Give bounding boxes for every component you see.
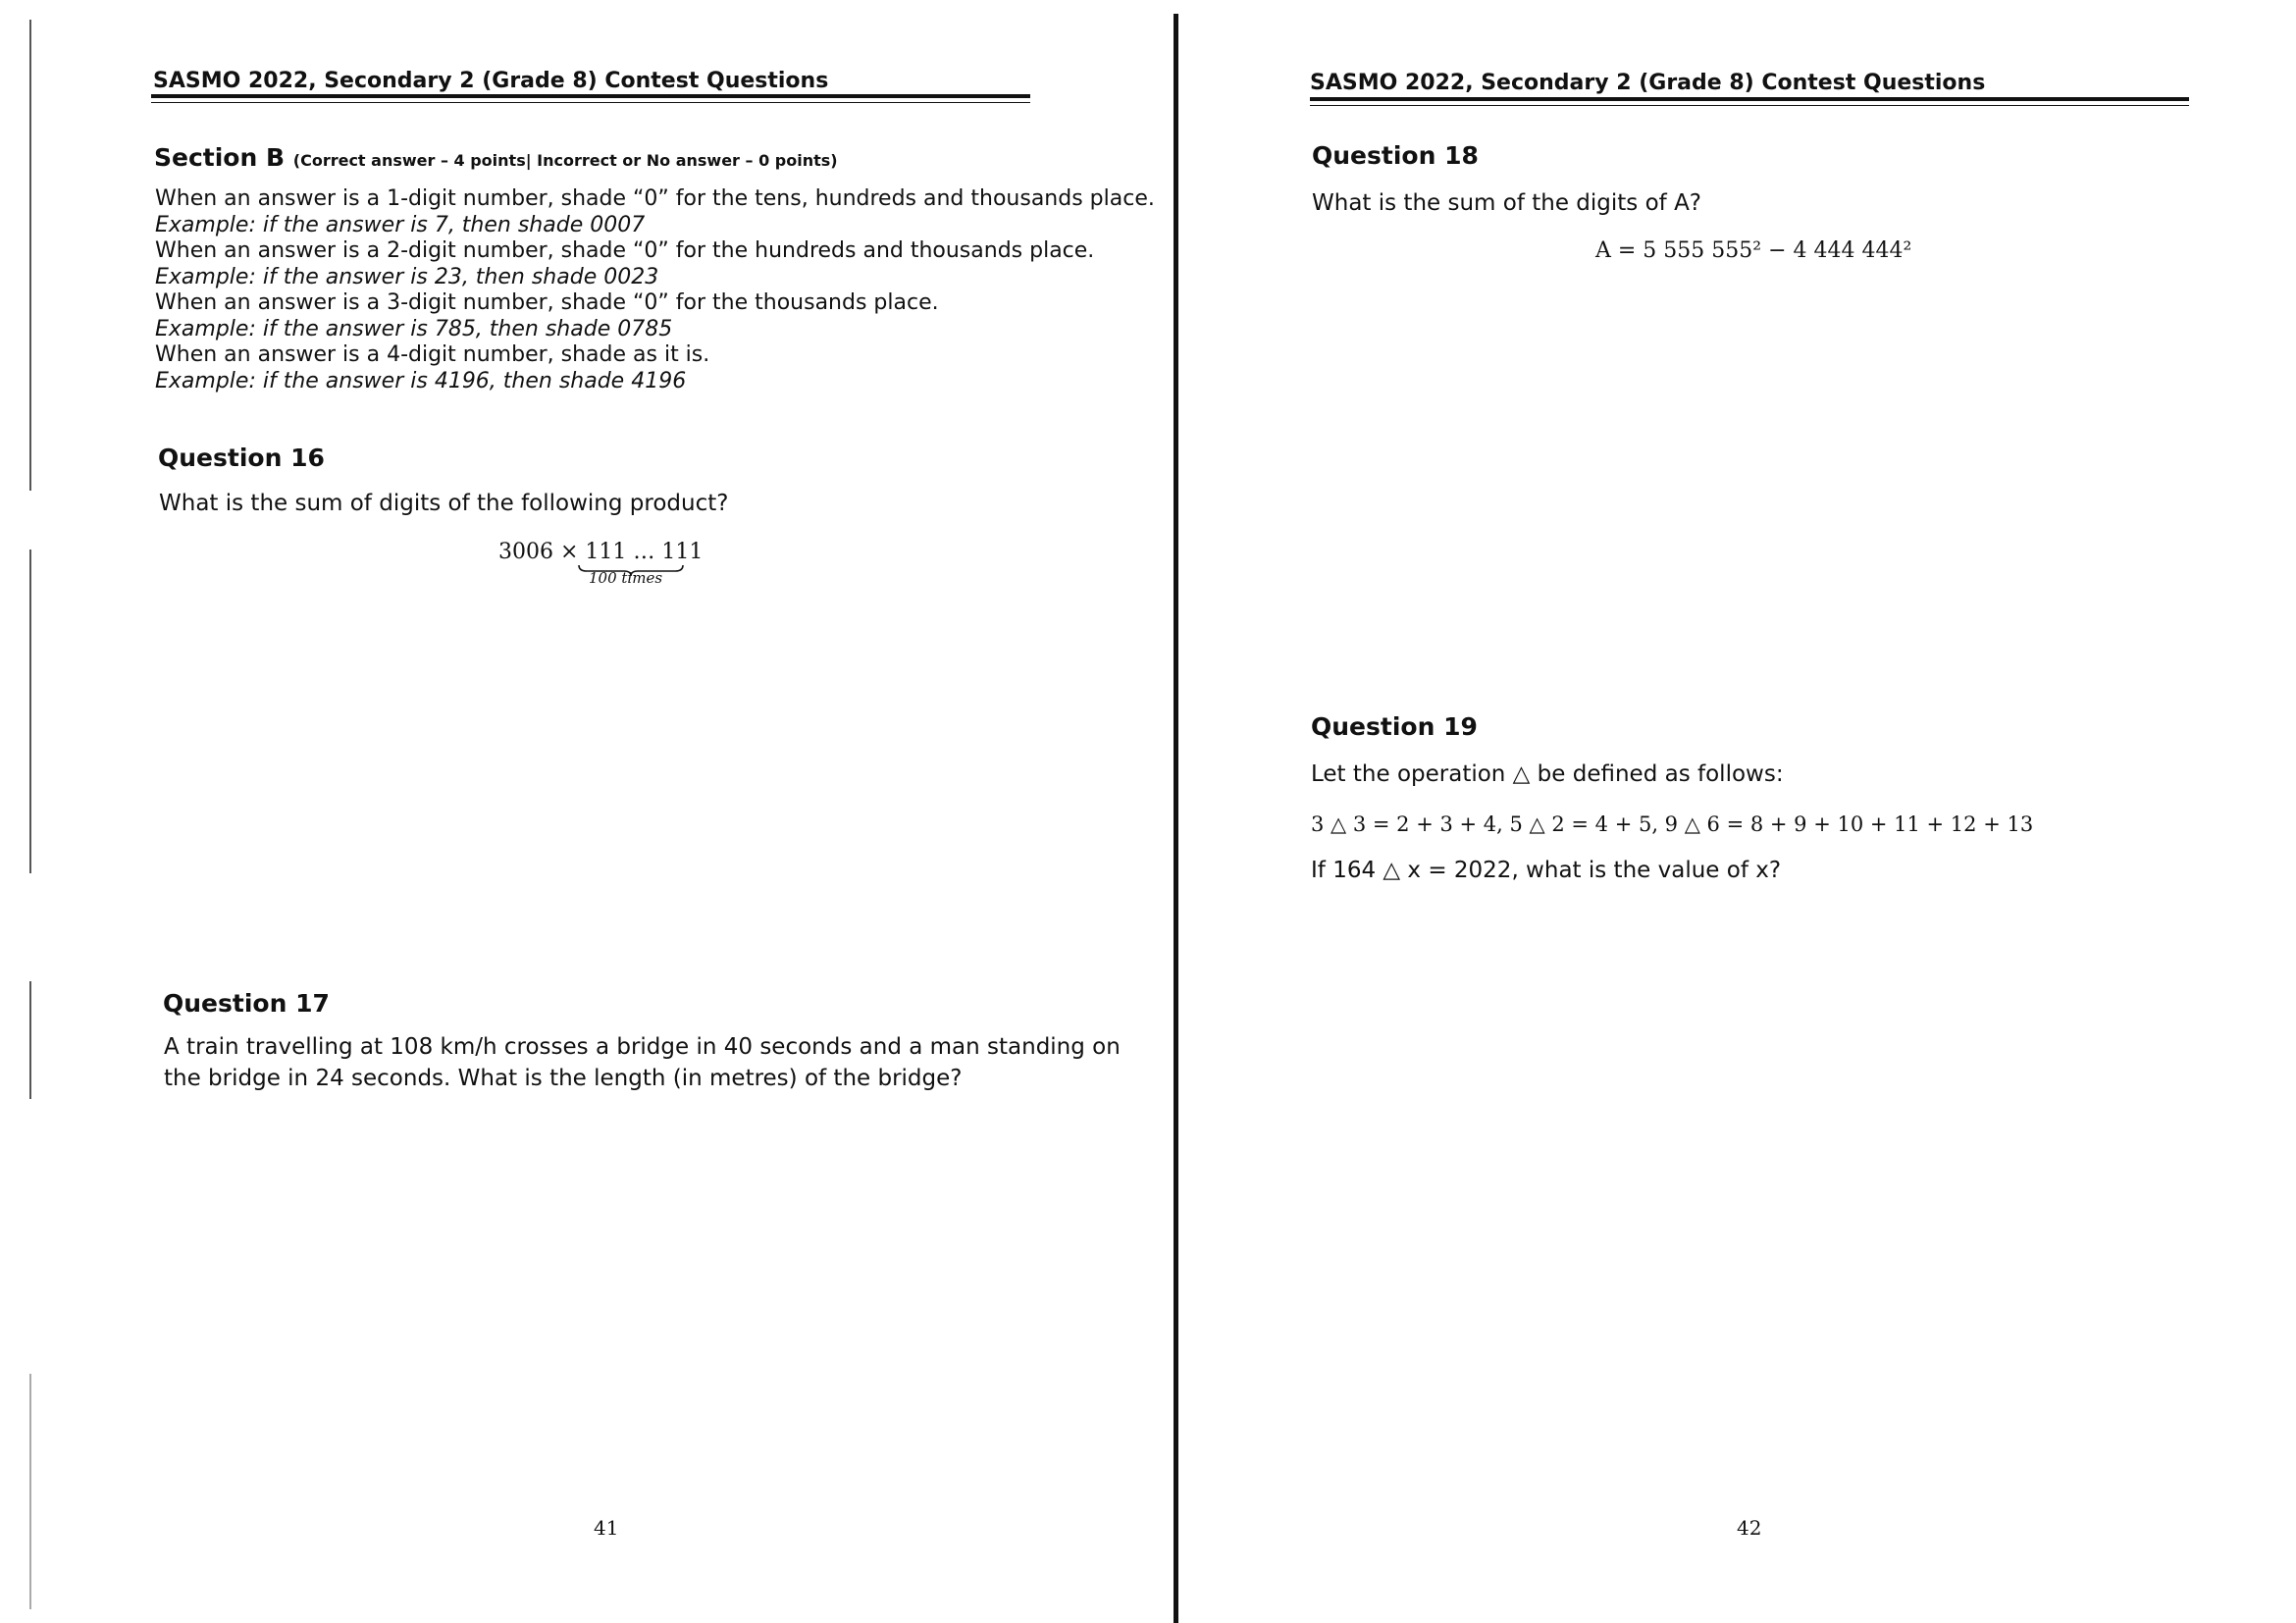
question-19-text-line3: If 164 △ x = 2022, what is the value of x? [1311,858,1782,883]
question-17-text-line1: A train travelling at 108 km/h crosses a bridge in 40 seconds and a man standing on [164,1034,1121,1060]
question-18-text: What is the sum of the digits of A? [1312,190,1702,216]
instruction-example: Example: if the answer is 7, then shade 0007 [155,213,646,237]
instruction-line: When an answer is a 4-digit number, shade as it is. [155,342,710,367]
page-number: 41 [594,1516,619,1540]
right-page [1177,0,2296,1623]
question-19-text-line2: 3 △ 3 = 2 + 3 + 4, 5 △ 2 = 4 + 5, 9 △ 6 = 8 + 9 + 10 + 11 + 12 + 13 [1311,812,2034,836]
instruction-line: When an answer is a 3-digit number, shade “0” for the thousands place. [155,290,939,315]
question-16-text: What is the sum of digits of the following product? [159,491,729,516]
instruction-example: Example: if the answer is 4196, then shade 4196 [155,369,687,393]
instruction-example: Example: if the answer is 23, then shade 0023 [155,265,659,289]
section-heading [154,143,838,172]
expr-repunit: 111 … 111 [585,540,704,564]
page-header: SASMO 2022, Secondary 2 (Grade 8) Contest Questions [1310,71,1986,95]
header-rule-thin [1310,105,2189,106]
question-16-title: Question 16 [158,444,325,472]
question-16-expression [498,540,703,564]
question-17-title: Question 17 [163,989,330,1018]
header-rule-thin [151,102,1030,103]
question-19-title: Question 19 [1311,712,1478,741]
expr-underbrace-label: 100 times [589,569,663,587]
header-rule [151,94,1030,98]
question-17-text-line2: the bridge in 24 seconds. What is the length (in metres) of the bridge? [164,1066,963,1091]
section-scoring: (Correct answer – 4 points| Incorrect or No answer – 0 points) [292,151,838,170]
instruction-line: When an answer is a 1-digit number, shade “0” for the tens, hundreds and thousands place. [155,186,1155,211]
instruction-line: When an answer is a 2-digit number, shade “0” for the hundreds and thousands place. [155,238,1095,263]
section-title: Section B [154,143,286,172]
question-18-title: Question 18 [1312,141,1479,170]
page-header: SASMO 2022, Secondary 2 (Grade 8) Contest Questions [153,69,829,93]
instruction-example: Example: if the answer is 785, then shade 0785 [155,317,673,341]
expr-left: 3006 × [498,540,579,564]
page-number: 42 [1737,1516,1762,1540]
question-18-formula: A = 5 555 555² − 4 444 444² [1595,238,1912,263]
question-19-text-line1: Let the operation △ be defined as follows: [1311,761,1784,787]
header-rule [1310,97,2189,101]
